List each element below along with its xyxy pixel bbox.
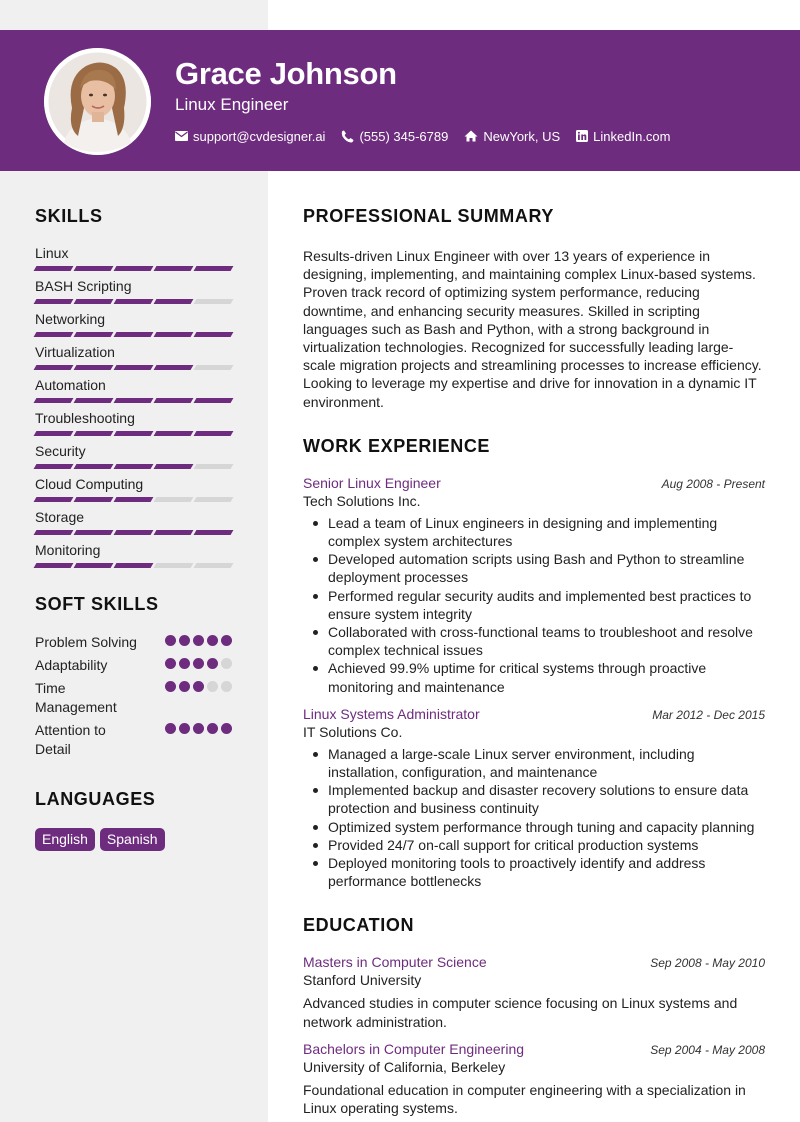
skill-name: Virtualization (35, 344, 115, 360)
skill-item (35, 443, 232, 476)
soft-skill-item (35, 656, 232, 679)
education-header (303, 1040, 765, 1058)
skill-segment-filled (194, 398, 234, 403)
job-bullet: Performed regular security audits and implemented best practices to ensure system integrity (303, 587, 765, 623)
skill-segment-filled (114, 332, 154, 337)
skill-segment-filled (74, 431, 114, 436)
education-description: Foundational education in computer engineering with a specialization in Linux operating systems. (303, 1081, 746, 1117)
soft-skill-item (35, 721, 232, 763)
rating-dot-filled (221, 635, 232, 646)
soft-skill-rating (165, 723, 232, 734)
job-bullets (303, 514, 765, 696)
skill-segment-filled (74, 530, 114, 535)
skill-name: Automation (35, 377, 106, 393)
education-header (303, 953, 765, 971)
skill-level-bar (35, 530, 232, 535)
soft-skill-rating (165, 658, 232, 669)
job-bullet: Deployed monitoring tools to proactively identify and address performance bottlenecks (303, 854, 765, 890)
avatar (44, 48, 151, 155)
rating-dot-filled (179, 635, 190, 646)
job-bullet: Lead a team of Linux engineers in designing and implementing complex system architectures (303, 514, 765, 550)
rating-dot-filled (165, 723, 176, 734)
job-date: Aug 2008 - Present (661, 476, 765, 491)
rating-dot-filled (207, 658, 218, 669)
profile-photo-icon (44, 48, 151, 155)
skill-segment-filled (74, 497, 114, 502)
rating-dot-empty (207, 681, 218, 692)
skill-segment-filled (74, 332, 114, 337)
soft-skill-name: Time Management (35, 680, 117, 715)
skill-name: Storage (35, 509, 85, 525)
skill-segment-filled (34, 365, 74, 370)
rating-dot-filled (207, 723, 218, 734)
job-company: IT Solutions Co. (303, 723, 403, 740)
job-entry (303, 705, 765, 891)
education-date: Sep 2004 - May 2008 (650, 1042, 765, 1057)
skill-segment-filled (74, 266, 114, 271)
job-header (303, 705, 765, 723)
skill-segment-filled (34, 398, 74, 403)
skill-segment-filled (154, 398, 194, 403)
skill-level-bar (35, 332, 232, 337)
envelope-icon (175, 131, 188, 141)
contact-location[interactable] (464, 129, 560, 144)
main-content (303, 206, 765, 1117)
skill-level-bar (35, 266, 232, 271)
education-degree: Bachelors in Computer Engineering (303, 1040, 525, 1057)
soft-skill-name: Problem Solving (35, 634, 137, 650)
skill-segment-filled (154, 299, 194, 304)
rating-dot-empty (221, 658, 232, 669)
skill-segment-filled (74, 563, 114, 568)
skill-name: Cloud Computing (35, 476, 144, 492)
skill-segment-filled (74, 398, 114, 403)
skill-segment-filled (34, 332, 74, 337)
rating-dot-filled (221, 723, 232, 734)
education-description: Advanced studies in computer science focusing on Linux systems and network administration. (303, 995, 738, 1030)
skill-level-bar (35, 299, 232, 304)
skill-level-bar (35, 431, 232, 436)
education-entry (303, 1040, 765, 1117)
skill-segment-filled (114, 398, 154, 403)
job-role: Linux Systems Administrator (303, 705, 480, 722)
rating-dot-filled (179, 658, 190, 669)
contact-linkedin[interactable] (576, 129, 670, 144)
job-date: Mar 2012 - Dec 2015 (652, 707, 765, 722)
rating-dot-filled (207, 635, 218, 646)
contact-email[interactable] (175, 129, 325, 144)
job-company: Tech Solutions Inc. (303, 492, 421, 509)
skill-segment-filled (114, 299, 154, 304)
soft-skill-item (35, 633, 232, 656)
job-role: Senior Linux Engineer (303, 474, 441, 491)
contact-email-text: support@cvdesigner.ai (193, 128, 326, 144)
skill-name: Monitoring (35, 542, 101, 558)
skill-level-bar (35, 398, 232, 403)
skill-name: Security (35, 443, 86, 459)
skill-segment-filled (154, 365, 194, 370)
skill-item (35, 476, 232, 509)
contact-linkedin-text: LinkedIn.com (593, 128, 671, 144)
rating-dot-filled (193, 635, 204, 646)
job-bullet: Provided 24/7 on-call support for critical production systems (303, 836, 765, 854)
home-icon (464, 130, 478, 142)
skill-item (35, 509, 232, 542)
rating-dot-filled (165, 681, 176, 692)
skill-segment-filled (34, 299, 74, 304)
skill-name: BASH Scripting (35, 278, 132, 294)
skill-segment-filled (74, 365, 114, 370)
rating-dot-filled (165, 658, 176, 669)
job-bullet: Implemented backup and disaster recovery solutions to ensure data protection and business continuity (303, 781, 765, 817)
skill-item (35, 311, 232, 344)
skill-segment-filled (194, 266, 234, 271)
skill-segment-filled (154, 530, 194, 535)
sidebar (35, 206, 232, 851)
skill-level-bar (35, 365, 232, 370)
job-title: Linux Engineer (175, 95, 289, 114)
contact-phone-text: (555) 345-6789 (359, 128, 449, 144)
skill-segment-filled (114, 563, 154, 568)
skill-segment-filled (154, 266, 194, 271)
skill-segment-filled (114, 266, 154, 271)
job-bullet: Developed automation scripts using Bash and Python to streamline deployment processes (303, 550, 765, 586)
skill-segment-filled (34, 563, 74, 568)
job-bullet: Optimized system performance through tuning and capacity planning (303, 818, 765, 836)
soft-skill-name: Attention to Detail (35, 722, 106, 757)
rating-dot-empty (221, 681, 232, 692)
skill-segment-filled (74, 464, 114, 469)
skill-item (35, 542, 232, 575)
experience-heading: WORK EXPERIENCE (303, 435, 491, 456)
contact-phone[interactable] (341, 129, 448, 144)
education-degree: Masters in Computer Science (303, 954, 487, 971)
soft-skills-list (35, 633, 232, 763)
rating-dot-filled (179, 681, 190, 692)
skill-segment-empty (194, 365, 234, 370)
rating-dot-filled (193, 681, 204, 692)
soft-skill-rating (165, 635, 232, 646)
skill-segment-empty (154, 497, 194, 502)
education-heading: EDUCATION (303, 915, 415, 936)
education-school: University of California, Berkeley (303, 1058, 506, 1075)
education-date: Sep 2008 - May 2010 (650, 956, 765, 971)
skill-segment-empty (194, 464, 234, 469)
skill-level-bar (35, 563, 232, 568)
skill-level-bar (35, 464, 232, 469)
phone-icon (341, 130, 354, 143)
skill-segment-filled (154, 464, 194, 469)
rating-dot-filled (193, 658, 204, 669)
soft-skill-rating (165, 681, 232, 692)
soft-skill-item (35, 679, 232, 721)
job-entry (303, 474, 765, 696)
job-header (303, 474, 765, 492)
skill-segment-filled (74, 299, 114, 304)
language-badge: Spanish (100, 828, 165, 851)
candidate-name: Grace Johnson (175, 56, 397, 91)
education-school: Stanford University (303, 972, 422, 989)
job-bullets (303, 745, 765, 891)
skill-segment-filled (34, 497, 74, 502)
summary-text: Results-driven Linux Engineer with over 13 years of experience in designing, implementing, and maintaining complex Linux-based systems. Proven track record of optimizing system performance, reducing downtime, and enhancing security measures. Skilled in scripting languages such as Bash and Python, with a strong background in virtualization technologies. Recognized for successfully leading large-scale migration projects and streamlining processes to increase efficiency. Looking to leverage my expertise and drive for innovation in a dynamic IT environment. (303, 248, 762, 410)
skill-segment-empty (194, 299, 234, 304)
rating-dot-filled (179, 723, 190, 734)
skill-item (35, 410, 232, 443)
skill-segment-empty (194, 497, 234, 502)
job-bullet: Achieved 99.9% uptime for critical systems through proactive monitoring and maintenance (303, 659, 765, 695)
rating-dot-filled (165, 635, 176, 646)
skill-segment-filled (34, 464, 74, 469)
contact-location-text: NewYork, US (483, 128, 561, 144)
languages-list (35, 828, 232, 851)
job-bullet: Managed a large-scale Linux server environment, including installation, configuration, and maintenance (303, 745, 765, 781)
rating-dot-filled (193, 723, 204, 734)
skill-name: Linux (35, 245, 69, 261)
skill-segment-filled (114, 431, 154, 436)
skill-item (35, 245, 232, 278)
skills-heading: SKILLS (35, 206, 103, 226)
languages-heading: LANGUAGES (35, 789, 156, 809)
soft-skills-heading: SOFT SKILLS (35, 594, 159, 614)
skill-segment-filled (194, 530, 234, 535)
skill-name: Troubleshooting (35, 410, 135, 426)
skill-segment-filled (34, 266, 74, 271)
language-badge: English (35, 828, 95, 851)
soft-skill-name: Adaptability (35, 657, 108, 673)
skill-item (35, 278, 232, 311)
skill-segment-filled (34, 431, 74, 436)
summary-heading: PROFESSIONAL SUMMARY (303, 206, 555, 226)
contact-bar (175, 128, 687, 144)
job-bullet: Collaborated with cross-functional teams to troubleshoot and resolve complex technical issues (303, 623, 765, 659)
skill-segment-filled (114, 464, 154, 469)
education-entry (303, 953, 765, 1030)
skill-segment-filled (154, 431, 194, 436)
skill-segment-filled (154, 332, 194, 337)
skill-item (35, 377, 232, 410)
skill-name: Networking (35, 311, 106, 327)
skill-segment-filled (194, 332, 234, 337)
linkedin-icon (576, 130, 588, 142)
skill-level-bar (35, 497, 232, 502)
skills-list (35, 245, 232, 575)
skill-segment-filled (34, 530, 74, 535)
skill-segment-filled (114, 497, 154, 502)
skill-item (35, 344, 232, 377)
skill-segment-filled (114, 365, 154, 370)
skill-segment-empty (154, 563, 194, 568)
skill-segment-filled (194, 431, 234, 436)
skill-segment-empty (194, 563, 234, 568)
skill-segment-filled (114, 530, 154, 535)
